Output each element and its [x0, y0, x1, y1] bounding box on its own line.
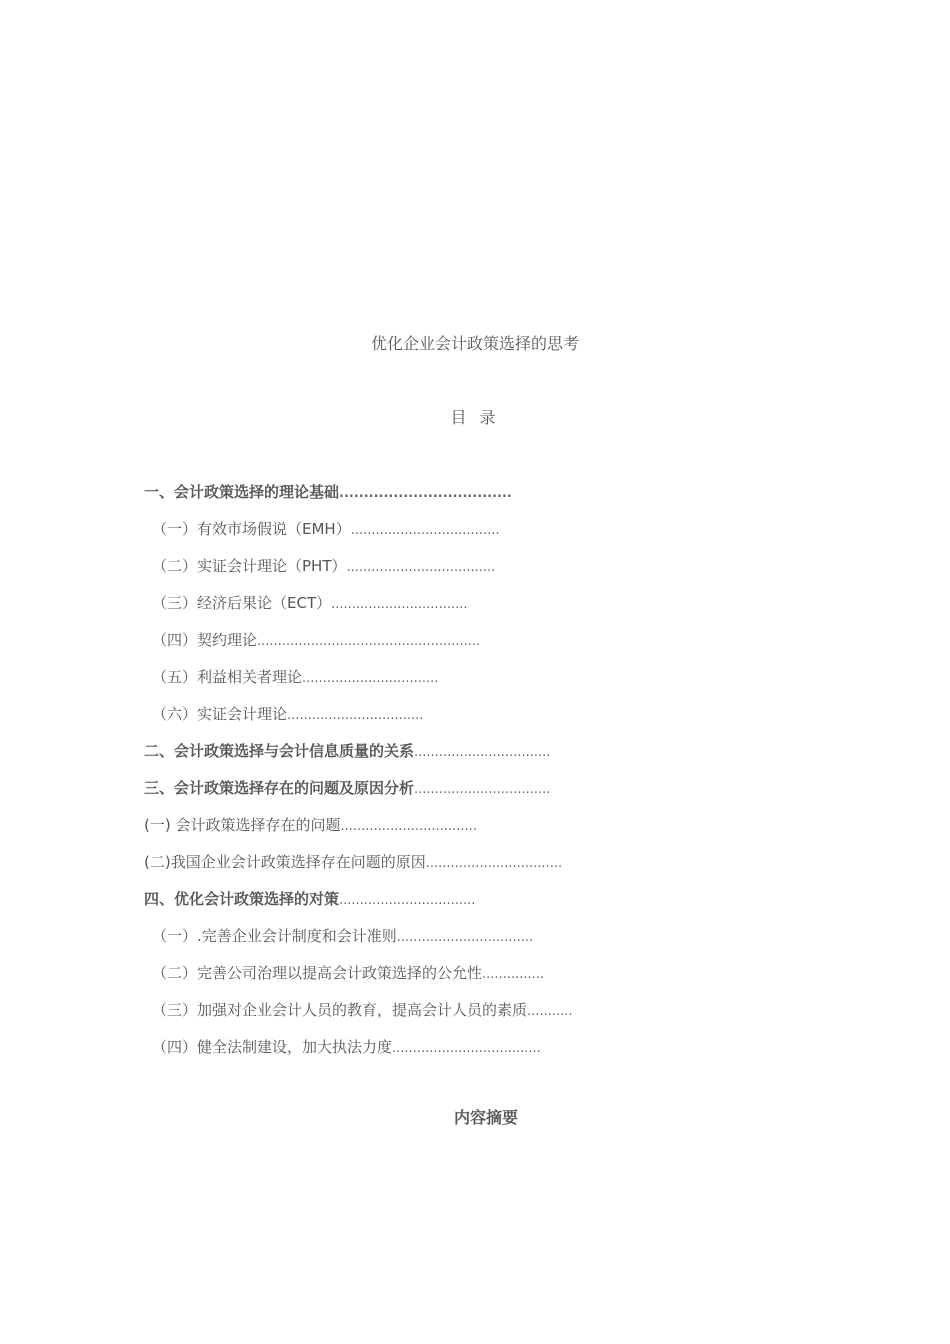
toc-entry[interactable] [144, 777, 764, 814]
toc-entry-leader-dots: ...................................................... [257, 634, 481, 649]
toc-entry-leader-dots: ................................... [339, 486, 512, 501]
toc-entry-text: (一) 会计政策选择存在的问题 [144, 816, 341, 834]
toc-entry[interactable] [144, 851, 764, 888]
toc-entry-text: （二）实证会计理论（PHT） [152, 557, 347, 575]
toc-entry-text: (二)我国企业会计政策选择存在问题的原因 [144, 853, 426, 871]
toc-entry[interactable] [144, 925, 764, 962]
toc-entry-text: 四、优化会计政策选择的对策 [144, 890, 340, 908]
toc-entry[interactable] [144, 1036, 764, 1073]
toc-entry[interactable] [144, 555, 764, 592]
toc-entry-leader-dots: ................................. [287, 708, 424, 723]
toc-entry-text: （四）契约理论 [152, 631, 258, 649]
toc-entry[interactable] [144, 592, 764, 629]
toc-entry[interactable] [144, 629, 764, 666]
table-of-contents [144, 481, 764, 1073]
toc-entry[interactable] [144, 740, 764, 777]
toc-entry-leader-dots: ........... [527, 1004, 573, 1019]
toc-entry-text: 一、会计政策选择的理论基础 [144, 483, 340, 501]
toc-entry[interactable] [144, 962, 764, 999]
toc-entry[interactable] [144, 481, 764, 518]
toc-entry-text: （六）实证会计理论 [152, 705, 288, 723]
toc-entry-leader-dots: .................................... [350, 523, 500, 538]
toc-entry[interactable] [144, 666, 764, 703]
toc-entry[interactable] [144, 814, 764, 851]
toc-entry[interactable] [144, 999, 764, 1036]
toc-heading: 目 录 [450, 408, 500, 427]
toc-entry-text: （二）完善公司治理以提高会计政策选择的公允性 [152, 964, 483, 982]
toc-entry[interactable] [144, 888, 764, 925]
toc-entry[interactable] [144, 703, 764, 740]
toc-entry-text: （四）健全法制建设，加大执法力度 [152, 1038, 393, 1056]
toc-entry-leader-dots: ................................. [339, 893, 476, 908]
toc-entry-leader-dots: ................................. [331, 597, 468, 612]
toc-entry-leader-dots: .................................... [392, 1041, 541, 1056]
toc-entry-leader-dots: ................................. [340, 819, 477, 834]
toc-entry-text: （三）经济后果论（ECT） [152, 594, 332, 612]
toc-entry-leader-dots: ............... [482, 967, 545, 982]
toc-entry-text: （一）有效市场假说（EMH） [152, 520, 351, 538]
toc-entry-leader-dots: .................................... [346, 560, 496, 575]
summary-heading: 内容摘要 [454, 1108, 519, 1127]
toc-entry-text: 三、会计政策选择存在的问题及原因分析 [144, 779, 415, 797]
toc-entry-leader-dots: ................................. [302, 671, 439, 686]
toc-entry-leader-dots: ................................. [425, 856, 563, 871]
toc-entry-text: （一）.完善企业会计制度和会计准则 [152, 927, 397, 945]
toc-entry[interactable] [144, 518, 764, 555]
toc-entry-text: （五）利益相关者理论 [152, 668, 303, 686]
toc-entry-leader-dots: ................................. [396, 930, 534, 945]
toc-entry-leader-dots: ................................. [414, 782, 551, 797]
document-title: 优化企业会计政策选择的思考 [370, 334, 579, 353]
toc-entry-leader-dots: ................................. [414, 745, 551, 760]
toc-entry-text: 二、会计政策选择与会计信息质量的关系 [144, 742, 415, 760]
toc-entry-text: （三）加强对企业会计人员的教育，提高会计人员的素质 [152, 1001, 528, 1019]
